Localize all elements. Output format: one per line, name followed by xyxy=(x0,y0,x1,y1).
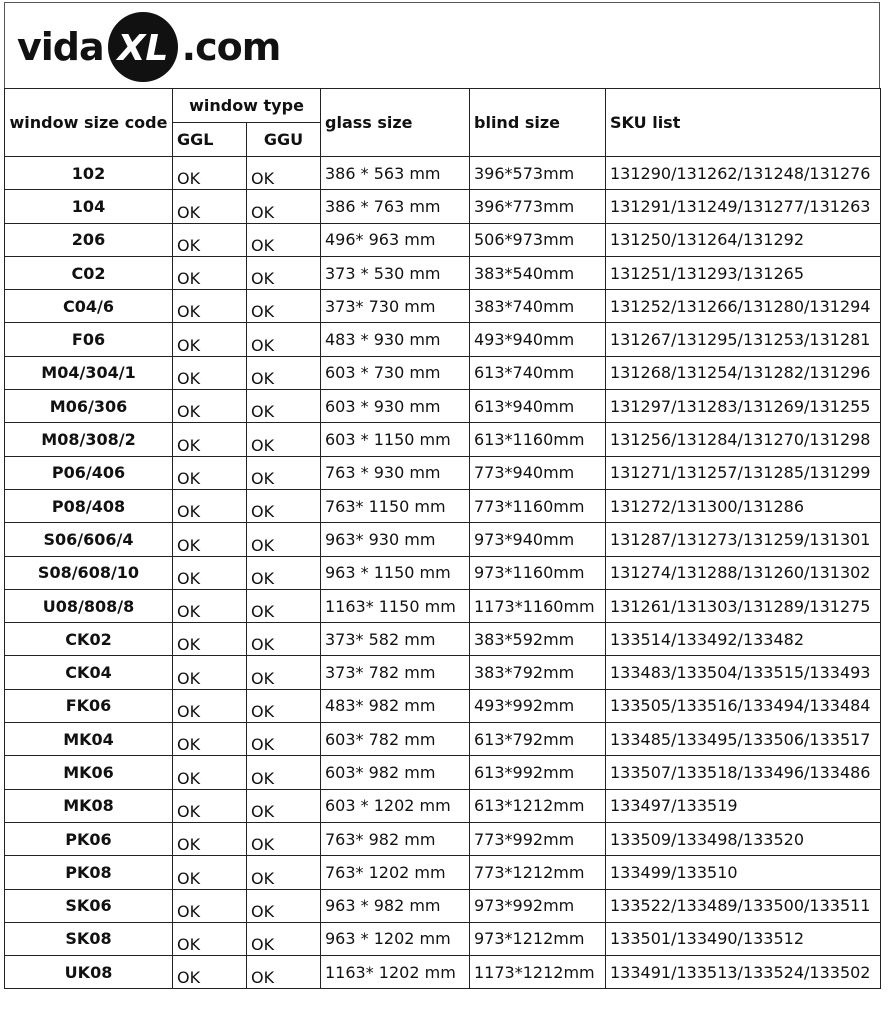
cell-ggu: OK xyxy=(247,822,321,855)
cell-ggu: OK xyxy=(247,856,321,889)
cell-ggl: OK xyxy=(173,390,247,423)
cell-blind-size: 493*940mm xyxy=(470,323,606,356)
cell-ggu: OK xyxy=(247,689,321,722)
cell-sku-list: 131291/131249/131277/131263 xyxy=(606,190,881,223)
cell-window-size-code: P06/406 xyxy=(5,456,173,489)
cell-glass-size: 603 * 1150 mm xyxy=(321,423,470,456)
cell-glass-size: 1163* 1202 mm xyxy=(321,956,470,989)
cell-window-size-code: MK04 xyxy=(5,723,173,756)
cell-glass-size: 373* 730 mm xyxy=(321,290,470,323)
cell-sku-list: 133507/133518/133496/133486 xyxy=(606,756,881,789)
cell-ggu: OK xyxy=(247,922,321,955)
cell-ggu: OK xyxy=(247,723,321,756)
header-glass-size: glass size xyxy=(321,89,470,157)
cell-ggu: OK xyxy=(247,489,321,522)
cell-blind-size: 773*992mm xyxy=(470,822,606,855)
cell-ggu: OK xyxy=(247,390,321,423)
cell-glass-size: 963 * 1150 mm xyxy=(321,556,470,589)
cell-glass-size: 603* 782 mm xyxy=(321,723,470,756)
cell-glass-size: 386 * 763 mm xyxy=(321,190,470,223)
table-row xyxy=(5,489,881,522)
table-row xyxy=(5,556,881,589)
cell-ggu: OK xyxy=(247,656,321,689)
logo-bar xyxy=(4,2,880,88)
table-row xyxy=(5,723,881,756)
cell-ggl: OK xyxy=(173,256,247,289)
cell-ggl: OK xyxy=(173,523,247,556)
cell-ggl: OK xyxy=(173,423,247,456)
table-row xyxy=(5,256,881,289)
cell-ggu: OK xyxy=(247,323,321,356)
table-row xyxy=(5,157,881,190)
logo-text-vida: vida xyxy=(17,25,104,69)
table-row xyxy=(5,423,881,456)
cell-ggl: OK xyxy=(173,190,247,223)
table-row xyxy=(5,356,881,389)
cell-window-size-code: C02 xyxy=(5,256,173,289)
cell-blind-size: 973*1160mm xyxy=(470,556,606,589)
cell-sku-list: 133499/133510 xyxy=(606,856,881,889)
cell-glass-size: 763* 1150 mm xyxy=(321,489,470,522)
cell-ggu: OK xyxy=(247,556,321,589)
cell-glass-size: 386 * 563 mm xyxy=(321,157,470,190)
logo-mark-text: XL xyxy=(117,28,168,69)
header-sku-list: SKU list xyxy=(606,89,881,157)
table-row xyxy=(5,789,881,822)
cell-window-size-code: 102 xyxy=(5,157,173,190)
cell-ggl: OK xyxy=(173,157,247,190)
cell-glass-size: 1163* 1150 mm xyxy=(321,589,470,622)
cell-glass-size: 603 * 730 mm xyxy=(321,356,470,389)
cell-sku-list: 131268/131254/131282/131296 xyxy=(606,356,881,389)
cell-ggl: OK xyxy=(173,689,247,722)
cell-window-size-code: SK08 xyxy=(5,922,173,955)
cell-blind-size: 613*992mm xyxy=(470,756,606,789)
cell-window-size-code: F06 xyxy=(5,323,173,356)
cell-glass-size: 483 * 930 mm xyxy=(321,323,470,356)
table-row xyxy=(5,822,881,855)
cell-window-size-code: CK04 xyxy=(5,656,173,689)
header-ggu: GGU xyxy=(247,123,321,157)
cell-glass-size: 963 * 1202 mm xyxy=(321,922,470,955)
cell-window-size-code: U08/808/8 xyxy=(5,589,173,622)
cell-blind-size: 506*973mm xyxy=(470,223,606,256)
cell-blind-size: 613*792mm xyxy=(470,723,606,756)
table-row xyxy=(5,190,881,223)
cell-sku-list: 131287/131273/131259/131301 xyxy=(606,523,881,556)
cell-window-size-code: SK06 xyxy=(5,889,173,922)
cell-glass-size: 603* 982 mm xyxy=(321,756,470,789)
cell-sku-list: 131261/131303/131289/131275 xyxy=(606,589,881,622)
header-ggl: GGL xyxy=(173,123,247,157)
cell-ggl: OK xyxy=(173,323,247,356)
cell-blind-size: 383*740mm xyxy=(470,290,606,323)
cell-window-size-code: UK08 xyxy=(5,956,173,989)
cell-sku-list: 131297/131283/131269/131255 xyxy=(606,390,881,423)
cell-blind-size: 1173*1160mm xyxy=(470,589,606,622)
cell-ggl: OK xyxy=(173,822,247,855)
cell-sku-list: 133522/133489/133500/133511 xyxy=(606,889,881,922)
cell-glass-size: 496* 963 mm xyxy=(321,223,470,256)
table-row xyxy=(5,323,881,356)
cell-blind-size: 613*1212mm xyxy=(470,789,606,822)
table-row xyxy=(5,290,881,323)
cell-blind-size: 973*940mm xyxy=(470,523,606,556)
table-row xyxy=(5,756,881,789)
table-row xyxy=(5,922,881,955)
cell-sku-list: 133497/133519 xyxy=(606,789,881,822)
cell-ggu: OK xyxy=(247,423,321,456)
window-size-table xyxy=(4,88,881,989)
cell-ggu: OK xyxy=(247,157,321,190)
table-row xyxy=(5,223,881,256)
cell-sku-list: 131272/131300/131286 xyxy=(606,489,881,522)
table-row xyxy=(5,456,881,489)
cell-ggu: OK xyxy=(247,589,321,622)
cell-ggu: OK xyxy=(247,290,321,323)
cell-ggl: OK xyxy=(173,589,247,622)
cell-blind-size: 613*940mm xyxy=(470,390,606,423)
cell-blind-size: 773*940mm xyxy=(470,456,606,489)
cell-blind-size: 773*1160mm xyxy=(470,489,606,522)
cell-sku-list: 133491/133513/133524/133502 xyxy=(606,956,881,989)
cell-window-size-code: C04/6 xyxy=(5,290,173,323)
cell-glass-size: 373* 582 mm xyxy=(321,623,470,656)
cell-blind-size: 383*540mm xyxy=(470,256,606,289)
table-body xyxy=(5,157,881,989)
cell-blind-size: 1173*1212mm xyxy=(470,956,606,989)
cell-sku-list: 131252/131266/131280/131294 xyxy=(606,290,881,323)
cell-glass-size: 763 * 930 mm xyxy=(321,456,470,489)
cell-glass-size: 603 * 930 mm xyxy=(321,390,470,423)
table-row xyxy=(5,689,881,722)
cell-window-size-code: 104 xyxy=(5,190,173,223)
cell-ggl: OK xyxy=(173,889,247,922)
cell-ggl: OK xyxy=(173,623,247,656)
cell-sku-list: 133514/133492/133482 xyxy=(606,623,881,656)
cell-ggl: OK xyxy=(173,456,247,489)
cell-blind-size: 493*992mm xyxy=(470,689,606,722)
cell-blind-size: 973*1212mm xyxy=(470,922,606,955)
cell-blind-size: 613*740mm xyxy=(470,356,606,389)
cell-glass-size: 763* 1202 mm xyxy=(321,856,470,889)
cell-ggl: OK xyxy=(173,922,247,955)
header-window-size-code: window size code xyxy=(5,89,173,157)
cell-sku-list: 131251/131293/131265 xyxy=(606,256,881,289)
cell-ggl: OK xyxy=(173,756,247,789)
cell-ggu: OK xyxy=(247,256,321,289)
table-row xyxy=(5,889,881,922)
cell-ggl: OK xyxy=(173,223,247,256)
cell-ggl: OK xyxy=(173,789,247,822)
cell-glass-size: 373 * 530 mm xyxy=(321,256,470,289)
vidaxl-logo xyxy=(17,9,280,85)
table-row xyxy=(5,623,881,656)
cell-blind-size: 383*592mm xyxy=(470,623,606,656)
cell-sku-list: 133485/133495/133506/133517 xyxy=(606,723,881,756)
cell-ggl: OK xyxy=(173,489,247,522)
cell-window-size-code: M06/306 xyxy=(5,390,173,423)
header-blind-size: blind size xyxy=(470,89,606,157)
cell-sku-list: 131256/131284/131270/131298 xyxy=(606,423,881,456)
table-row xyxy=(5,589,881,622)
cell-glass-size: 603 * 1202 mm xyxy=(321,789,470,822)
cell-ggl: OK xyxy=(173,556,247,589)
cell-blind-size: 383*792mm xyxy=(470,656,606,689)
cell-window-size-code: M08/308/2 xyxy=(5,423,173,456)
cell-ggu: OK xyxy=(247,889,321,922)
cell-ggl: OK xyxy=(173,956,247,989)
cell-ggu: OK xyxy=(247,190,321,223)
cell-window-size-code: M04/304/1 xyxy=(5,356,173,389)
cell-sku-list: 133509/133498/133520 xyxy=(606,822,881,855)
cell-window-size-code: PK06 xyxy=(5,822,173,855)
cell-window-size-code: CK02 xyxy=(5,623,173,656)
cell-ggu: OK xyxy=(247,789,321,822)
cell-glass-size: 763* 982 mm xyxy=(321,822,470,855)
cell-window-size-code: FK06 xyxy=(5,689,173,722)
cell-ggu: OK xyxy=(247,523,321,556)
cell-glass-size: 963* 930 mm xyxy=(321,523,470,556)
cell-ggu: OK xyxy=(247,223,321,256)
cell-ggl: OK xyxy=(173,856,247,889)
cell-ggl: OK xyxy=(173,356,247,389)
table-row xyxy=(5,523,881,556)
cell-ggl: OK xyxy=(173,723,247,756)
cell-sku-list: 131274/131288/131260/131302 xyxy=(606,556,881,589)
cell-sku-list: 131250/131264/131292 xyxy=(606,223,881,256)
cell-ggu: OK xyxy=(247,456,321,489)
cell-window-size-code: S08/608/10 xyxy=(5,556,173,589)
cell-ggu: OK xyxy=(247,623,321,656)
cell-sku-list: 133483/133504/133515/133493 xyxy=(606,656,881,689)
cell-ggu: OK xyxy=(247,356,321,389)
cell-sku-list: 131267/131295/131253/131281 xyxy=(606,323,881,356)
table-row xyxy=(5,856,881,889)
cell-window-size-code: 206 xyxy=(5,223,173,256)
cell-ggu: OK xyxy=(247,956,321,989)
cell-sku-list: 133505/133516/133494/133484 xyxy=(606,689,881,722)
cell-sku-list: 131290/131262/131248/131276 xyxy=(606,157,881,190)
logo-text-com: .com xyxy=(181,25,281,69)
header-window-type: window type xyxy=(173,89,321,123)
cell-ggl: OK xyxy=(173,290,247,323)
cell-ggu: OK xyxy=(247,756,321,789)
cell-window-size-code: P08/408 xyxy=(5,489,173,522)
cell-sku-list: 133501/133490/133512 xyxy=(606,922,881,955)
cell-blind-size: 396*773mm xyxy=(470,190,606,223)
table-row xyxy=(5,390,881,423)
cell-blind-size: 396*573mm xyxy=(470,157,606,190)
cell-blind-size: 973*992mm xyxy=(470,889,606,922)
vidaxl-xl-mark-icon xyxy=(106,10,180,84)
table-row xyxy=(5,656,881,689)
cell-ggl: OK xyxy=(173,656,247,689)
cell-glass-size: 483* 982 mm xyxy=(321,689,470,722)
cell-sku-list: 131271/131257/131285/131299 xyxy=(606,456,881,489)
table-row xyxy=(5,956,881,989)
cell-window-size-code: S06/606/4 xyxy=(5,523,173,556)
cell-blind-size: 613*1160mm xyxy=(470,423,606,456)
cell-window-size-code: PK08 xyxy=(5,856,173,889)
cell-glass-size: 963 * 982 mm xyxy=(321,889,470,922)
cell-blind-size: 773*1212mm xyxy=(470,856,606,889)
cell-window-size-code: MK06 xyxy=(5,756,173,789)
cell-window-size-code: MK08 xyxy=(5,789,173,822)
cell-glass-size: 373* 782 mm xyxy=(321,656,470,689)
